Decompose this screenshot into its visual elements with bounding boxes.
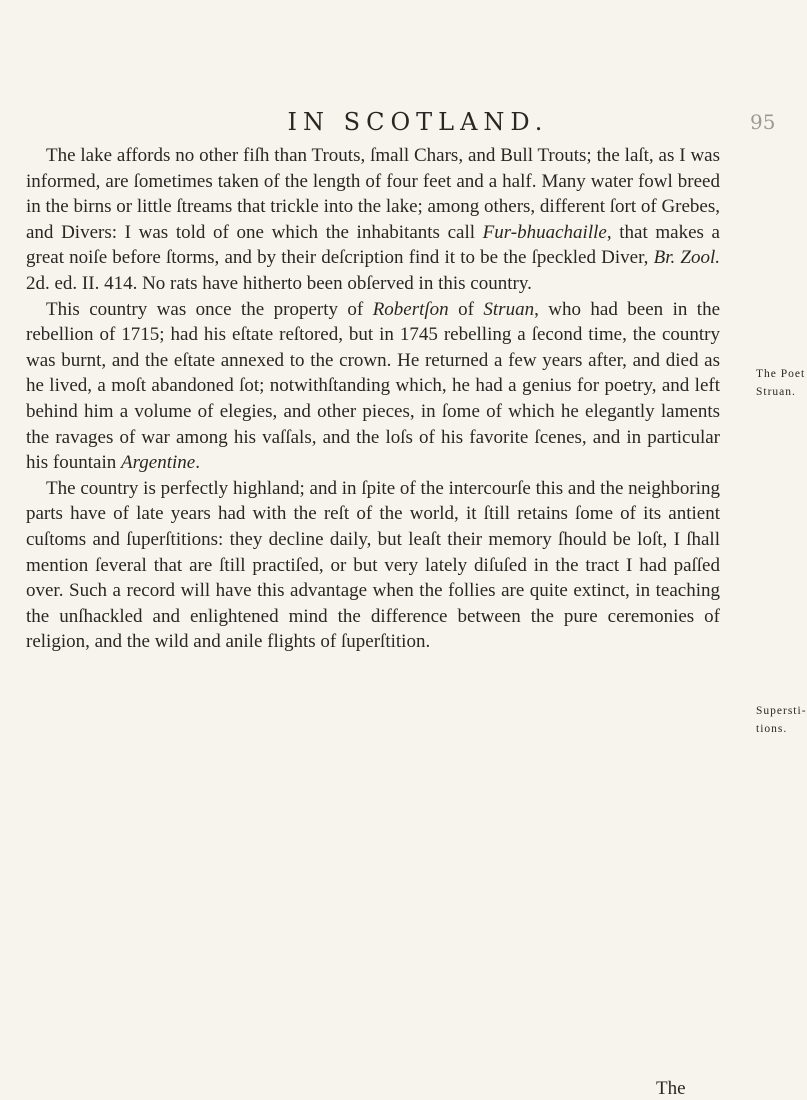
text-segment: The lake affords no other fiſh than Trouts, ſmall Chars, and Bull Trouts; the laſt, as I was informed, are ſometimes taken of the length of four feet and a half. Many water fowl breed in the birns or little ſtreams that trickle into the lake; among others, different ſort of Grebes, and Divers: I was told of one which the inhabitants call	[26, 145, 721, 243]
running-head: IN SCOTLAND.	[287, 108, 549, 136]
text-segment: Robertſon	[372, 298, 449, 320]
marginal-note-line: The Poet	[756, 368, 806, 380]
text-segment: , that makes a great noiſe before ſtorms, and by their deſcription find it to be the ſpeckled Diver,	[26, 221, 720, 269]
text-segment: , who had been in the rebellion of 1715; had his eſtate reſtored, but in 1745 rebelling a ſecond time, the country was burnt, and the eſtate annexed to the crown. He returned a few years after, and died as he lived, a moſt abandoned ſot; notwithſtanding which, he had a genius for poetry, and left behind him a volume of elegies, and other pieces, in ſome of which he elegantly laments the ravages of war among his vaſſals, and the loſs of his favorite ſcenes, and in particular his fountain	[26, 298, 721, 474]
marginal-note-superstitions	[756, 702, 807, 738]
paragraph	[26, 297, 720, 476]
marginal-note-the-poet-struan	[756, 365, 805, 401]
text-segment: Struan	[483, 298, 535, 320]
body-text	[26, 143, 720, 655]
text-segment: .	[195, 452, 200, 474]
text-segment: Argentine	[121, 452, 196, 474]
paragraph	[26, 476, 720, 655]
text-segment: The country is perfectly highland; and in ſpite of the intercourſe this and the neighboring parts have of late years had with the reſt of the world, it ſtill retains ſome of its antient cuſtoms and ſuperſtitions: they decline daily, but leaſt their memory ſhould be loſt, I ſhall mention ſeveral that are ſtill practiſed, or but very lately diſuſed in the tract I had paſſed over. Such a record will have this advantage when the follies are quite extinct, in teaching the unſhackled and enlightened mind the difference between the pure ceremonies of religion, and the wild and anile flights of ſuperſtition.	[26, 477, 720, 653]
text-segment: This country was once the property of	[46, 298, 373, 320]
marginal-note-line: tions.	[756, 723, 788, 735]
catchword: The	[656, 1078, 686, 1099]
text-segment: 2d. ed. II. 414. No rats have hitherto been obſerved in this country.	[26, 272, 532, 294]
text-segment: Br. Zool.	[653, 247, 721, 269]
text-segment: Fur-bhuachaille	[482, 221, 607, 243]
paragraph	[26, 143, 720, 297]
text-segment: of	[448, 298, 484, 320]
marginal-note-line: Supersti-	[756, 705, 807, 717]
page-number: 95	[750, 110, 776, 134]
marginal-note-line: Struan.	[756, 386, 796, 398]
